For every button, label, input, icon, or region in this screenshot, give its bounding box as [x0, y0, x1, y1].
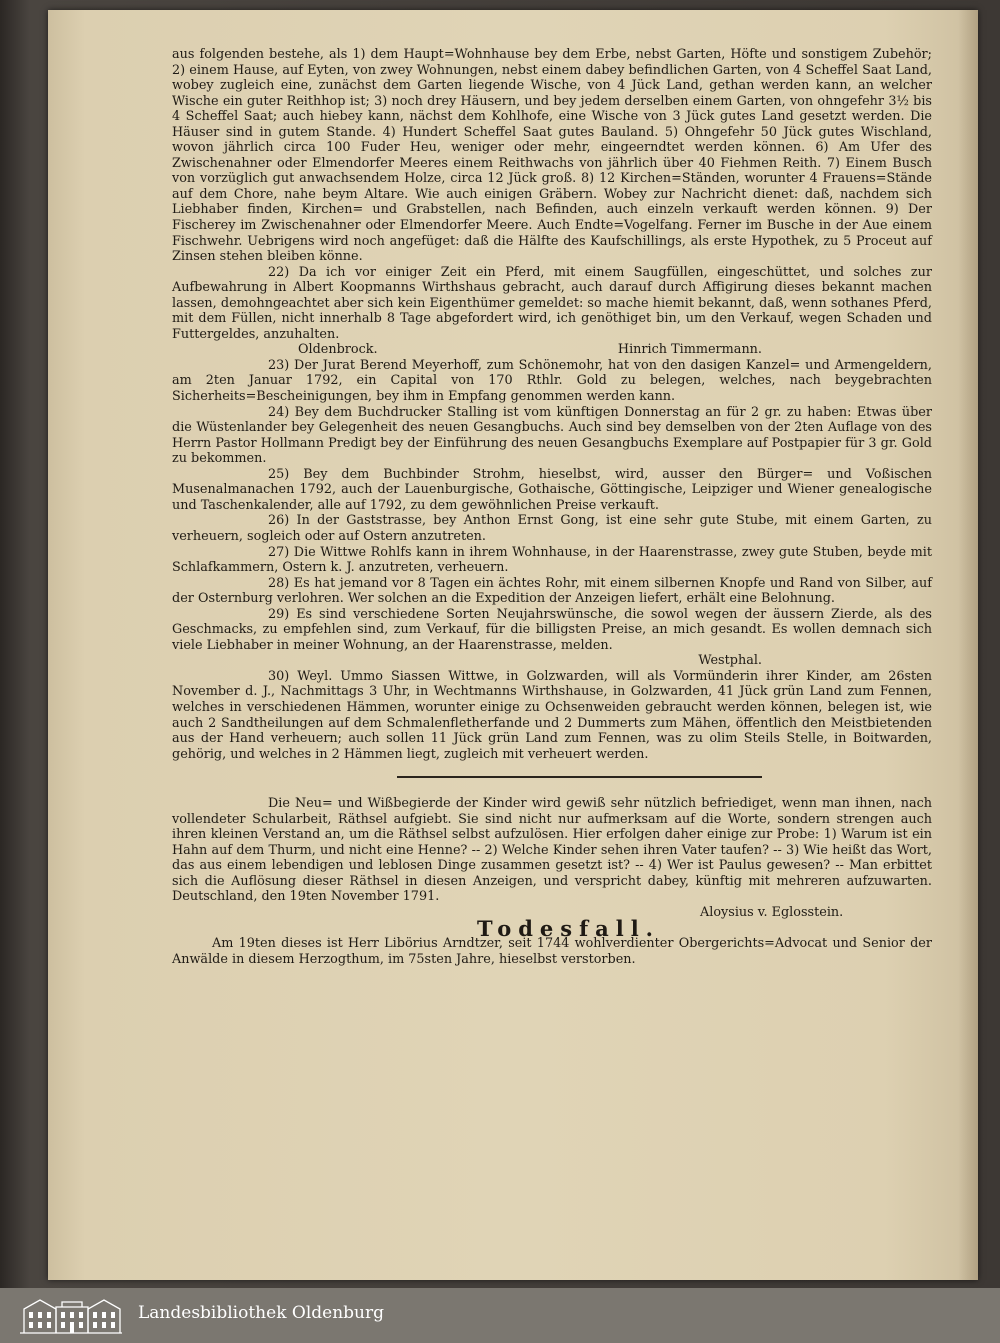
notice-22: 22) Da ich vor einiger Zeit ein Pferd, mit einem Saugfüllen, eingeschüttet, und solches zur Aufbewahrung in Albert Koopmanns Wirthshaus gebracht, auch darauf durch Affigirung dieses bekannt machen lassen, demohngeachtet aber sich kein Eigenthümer gemeldet: so mache hiemit bekannt, daß, wenn sothanes Pferd, mit dem Füllen, nicht innerhalb 8 Tage abgefordert wird, ich genöthiget bin, um den Verkauf, wegen Schaden und Futtergeldes, anzuhalten. — [172, 264, 932, 342]
notice-27: 27) Die Wittwe Rohlfs kann in ihrem Wohnhause, in der Haarenstrasse, zwey gute Stuben, beyde mit Schlafkammern, Ostern k. J. anzutreten, verheuern. — [172, 544, 932, 576]
notice-29-signature — [172, 653, 932, 669]
notice-24: 24) Bey dem Buchdrucker Stalling ist vom künftigen Donnerstag an für 2 gr. zu haben: Etwas über die Wüstenlander bey Gelegenheit des neuen Gesangbuchs. Auch sind bey demselben von der 2ten Auflage von des Herrn Pastor Hollmann Predigt bey der Einführung des neuen Gesangbuchs Exemplare auf Postpapier für 3 gr. Gold zu bekommen. — [172, 404, 932, 467]
riddle-signer: Aloysius v. Eglosstein. — [700, 904, 844, 920]
riddle-notice: Die Neu= und Wißbegierde der Kinder wird gewiß sehr nützlich befriediget, wenn man ihnen, nach vollendeter Schularbeit, Räthsel aufgiebt. Sie sind nicht nur aufmerksam auf die Worte, sondern strengen auch ihren kleinen Verstand an, um die Räthsel selbst aufzulösen. Hier erfolgen daher einige zur Probe: 1) Warum ist ein Hahn auf dem Thurm, und nicht eine Henne? -- 2) Welche Kinder sehen ihren Vater taufen? -- 3) Wie heißt das Wort, das aus einem lebendigen und leblosen Dinge zusammen gesetzt ist? -- 4) Wer ist Paulus gewesen? -- Man erbittet sich die Auflösung dieser Räthsel in diesen Anzeigen, und verspricht dabey, künftig mit mehreren aufzuwarten. Deutschland, den 19ten November 1791. — [172, 796, 932, 905]
notice-28: 28) Es hat jemand vor 8 Tagen ein ächtes Rohr, mit einem silbernen Knopfe und Rand von Silber, auf der Osternburg verlohren. Wer solchen an die Expedition der Anzeigen liefert, erhält eine Belohnung. — [172, 575, 932, 607]
notice-25: 25) Bey dem Buchbinder Strohm, hieselbst, wird, ausser den Bürger= und Voßischen Musenalmanachen 1792, auch der Lauenburgische, Gothaische, Göttingische, Leipziger und Wiener genealogische und Taschenkalender, alle auf 1792, zu dem gewöhnlichen Preise verkauft. — [172, 466, 932, 513]
notice-23: 23) Der Jurat Berend Meyerhoff, zum Schönemohr, hat von den dasigen Kanzel= und Armengeldern, am 2ten Januar 1792, ein Capital von 170 Rthlr. Gold zu belegen, welches, nach beygebrachten Sicherheits=Bescheinigungen, bey ihm in Empfang genommen werden kann. — [172, 357, 932, 405]
library-name: Landesbibliothek Oldenburg — [138, 1303, 385, 1323]
notice-29-signer: Westphal. — [698, 653, 762, 669]
death-notice: Am 19ten dieses ist Herr Libörius Arndtzer, seit 1744 wohlverdienter Obergerichts=Advocat und Senior der Anwälde in diesem Herzogthum, im 75sten Jahre, hieselbst verstorben. — [172, 936, 932, 967]
library-building-icon — [18, 1297, 124, 1335]
notice-26: 26) In der Gaststrasse, bey Anthon Ernst Gong, ist eine sehr gute Stube, mit einem Garten, zu verheuern, sogleich oder auf Ostern anzutreten. — [172, 513, 932, 544]
notice-22-signer: Hinrich Timmermann. — [617, 342, 762, 358]
section-divider — [397, 776, 762, 778]
notice-22-place: Oldenbrock. — [298, 342, 378, 358]
notice-30: 30) Weyl. Ummo Siassen Wittwe, in Golzwarden, will als Vormünderin ihrer Kinder, am 26sten November d. J., Nachmittags 3 Uhr, in Wechtmanns Wirthshause, in Golzwarden, 41 Jück grün Land zum Fennen, welches in verschiedenen Hämmen, worunter einige zu Ochsenweiden gebraucht werden können, belegen ist, wie auch 2 Sandtheilungen auf dem Schmalenfletherfande und 2 Dummerts zum Mähen, öffentlich den Meistbietenden aus der Hand verheuern; auch sollen 11 Jück grün Land zum Fennen, was zu olim Steils Stelle, in Boitwarden, gehörig, und welches in 2 Hämmen liegt, zugleich mit verheuert werden. — [172, 668, 932, 762]
death-heading: Todesfall. — [477, 915, 660, 941]
footer-bar — [0, 1288, 1000, 1343]
paragraph-continued: aus folgenden bestehe, als 1) dem Haupt=Wohnhause bey dem Erbe, nebst Garten, Höfte und sonstigem Zubehör; 2) einem Hause, auf Eyten, von zwey Wohnungen, nebst einem dabey befindlichen Garten, von 4 Scheffel Saat Land, wobey zugleich eine, zunächst dem Garten liegende Wische, von 4 Jück Land, gethan werden kann, an welcher Wische ein guter Reithhop ist; 3) noch drey Häusern, und bey jedem derselben einem Garten, von ohngefehr 3½ bis 4 Scheffel Saat; auch hiebey kann, nächst dem Kohlhofe, eine Wische von 3 Jück gutes Land gesetzt werden. Die Häuser sind in gutem Stande. 4) Hundert Scheffel Saat gutes Bauland. 5) Ohngefehr 50 Jück gutes Wischland, wovon jährlich circa 100 Fuder Heu, weniger oder mehr, eingeerndtet werden können. 6) Am Ufer des Zwischenahner oder Elmendorfer Meeres einem Reithwachs von jährlich über 40 Fiehmen Reith. 7) Einem Busch von vorzüglich gut anwachsendem Holze, circa 12 Jück groß. 8) 12 Kirchen=Ständen, worunter 4 Frauens=Stände auf dem Chore, nahe beym Altare. Wie auch einigen Gräbern. Wobey zur Nachricht dienet: daß, nachdem sich Liebhaber finden, Kirchen= und Grabstellen, nach Befinden, auch einzeln verkauft werden können. 9) Der Fischerey im Zwischenahner oder Elmendorfer Meere. Auch Endte=Vogelfang. Ferner im Busche in der Aue einem Fischwehr. Uebrigens wird noch angefüget: daß die Hälfte des Kaufschillings, als erste Hypothek, zu 5 Proceut auf Zinsen stehen bleiben könne. — [172, 47, 932, 265]
notice-29: 29) Es sind verschiedene Sorten Neujahrswünsche, die sowol wegen der äussern Zierde, als des Geschmacks, zu empfehlen sind, zum Verkauf, für die billigsten Preise, an mich gesandt. Es wollen demnach sich viele Liebhaber in meiner Wohnung, an der Haarenstrasse, melden. — [172, 606, 932, 653]
notice-22-signature — [172, 342, 932, 358]
page-text — [172, 47, 932, 967]
